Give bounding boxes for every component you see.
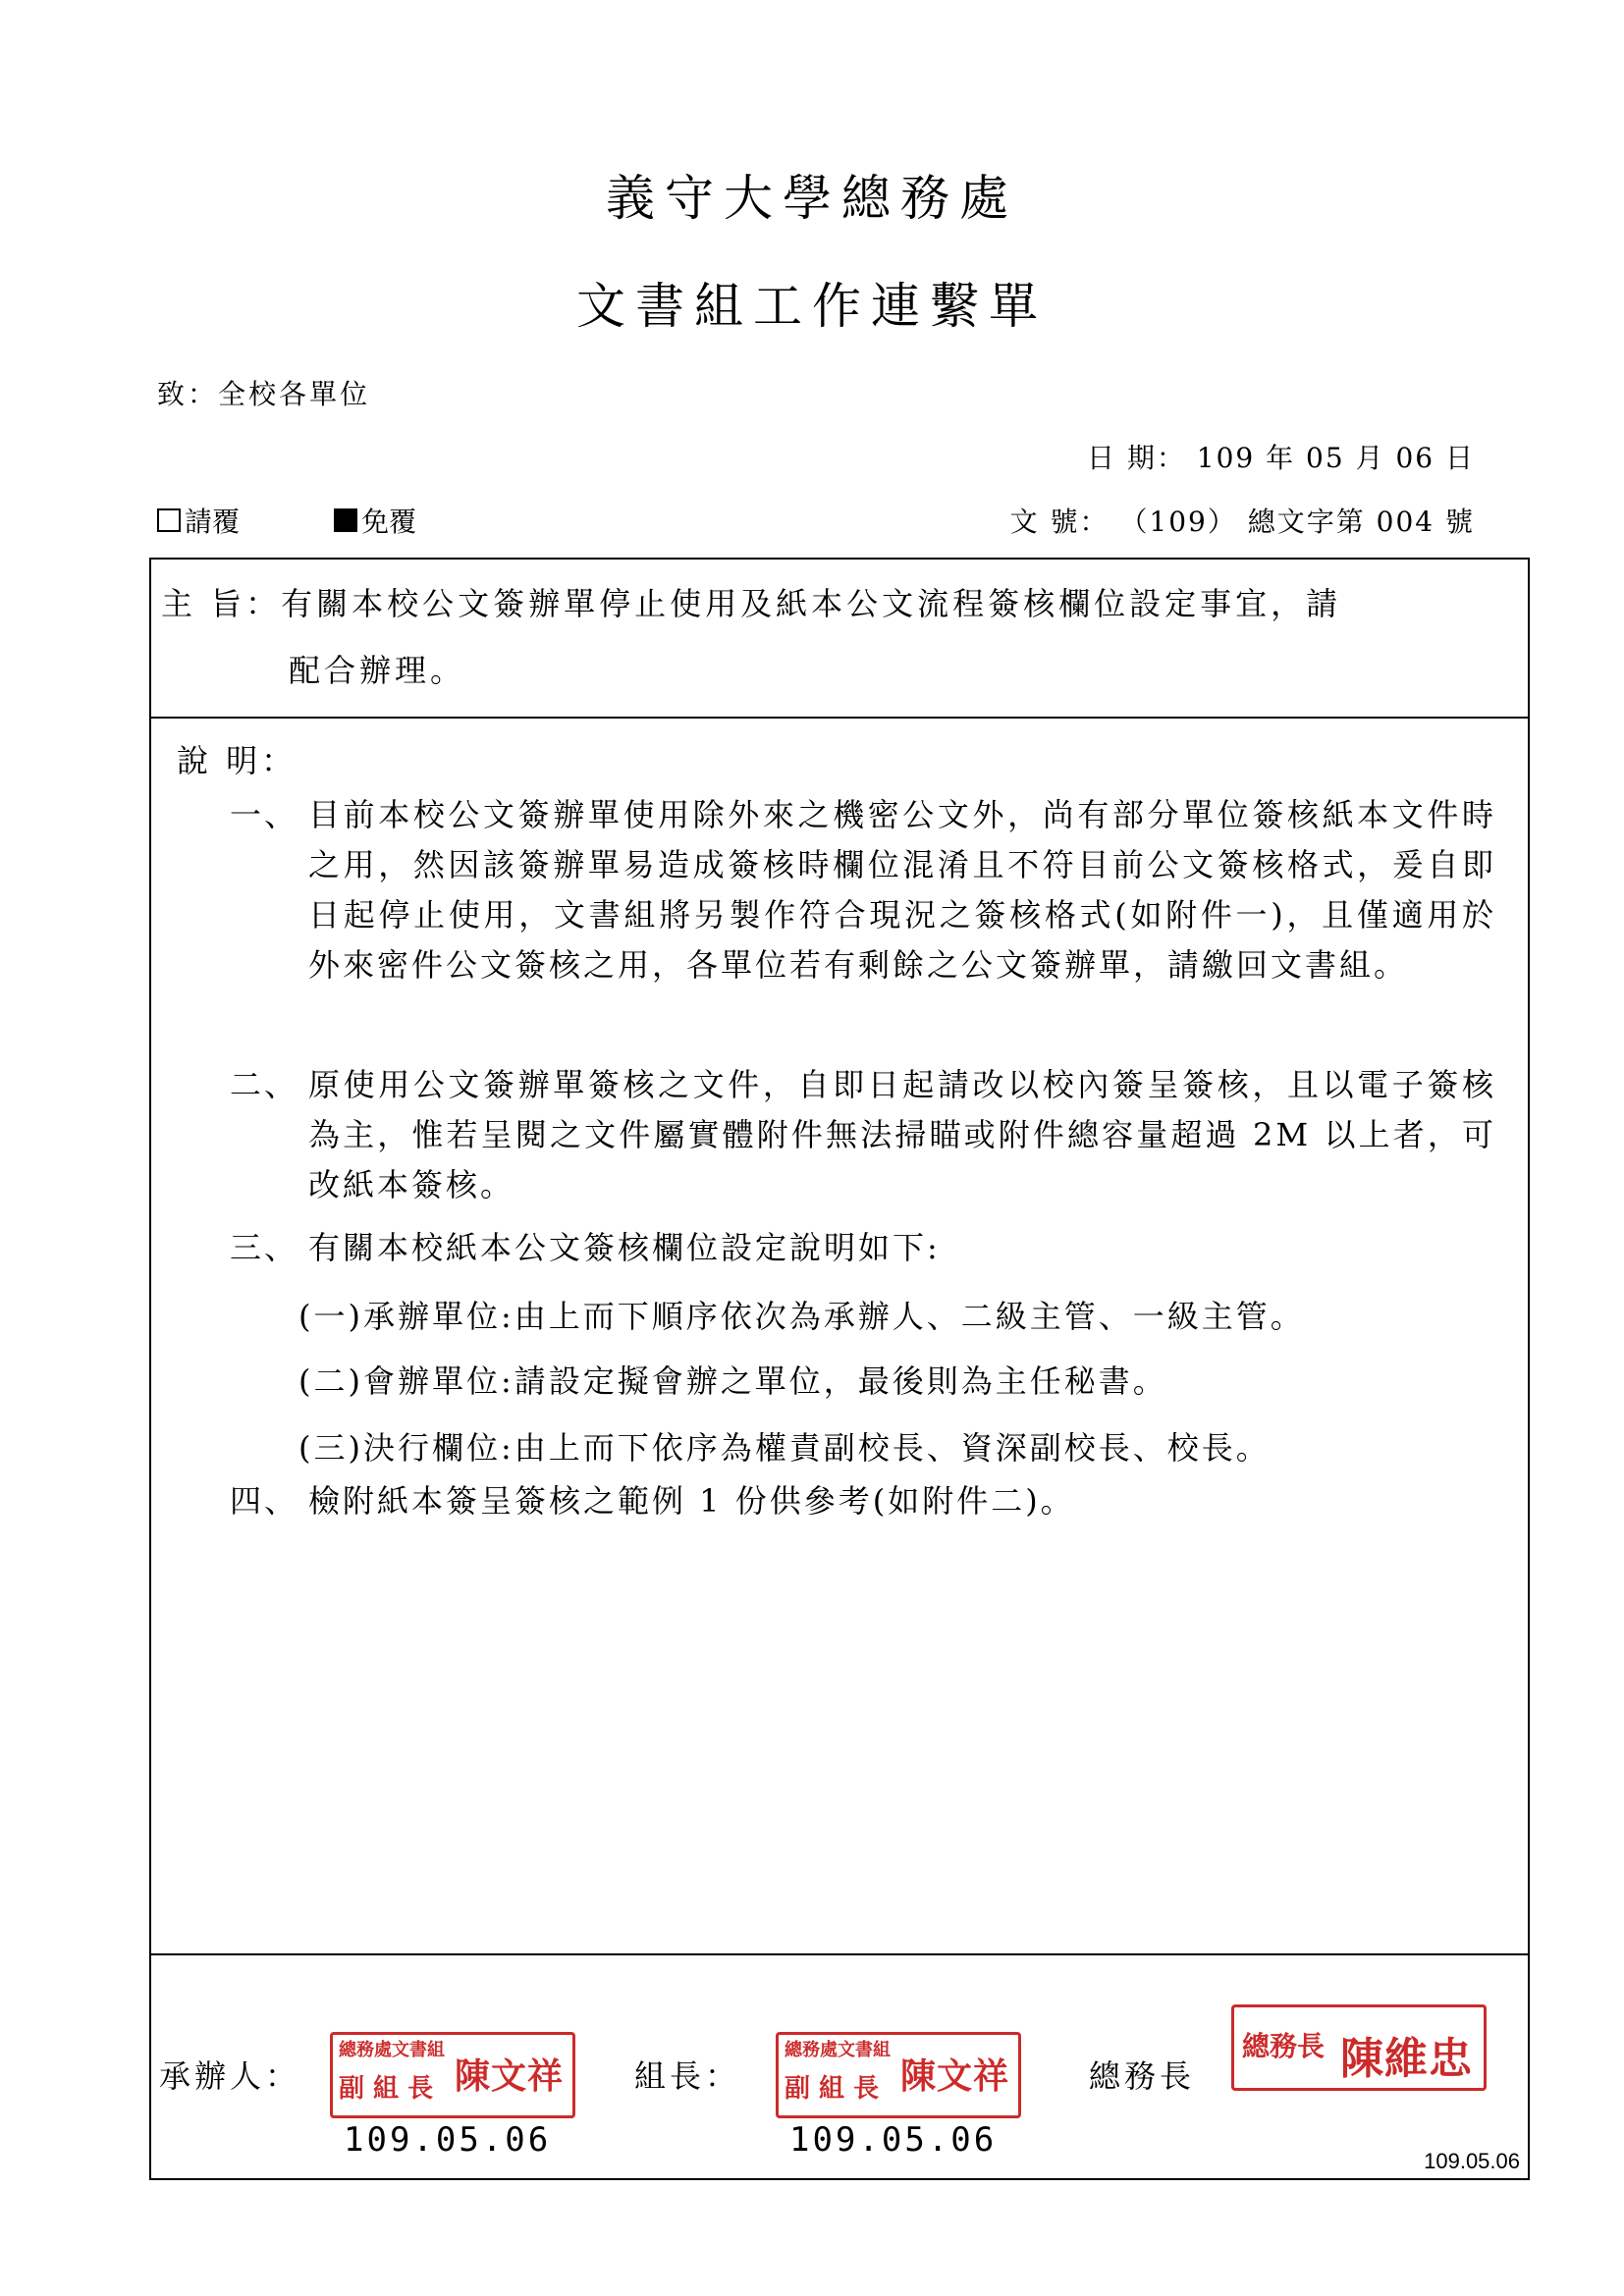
recipient-line: 致：全校各單位 [157, 378, 371, 410]
sub-item-2: (二)會辦單位:請設定擬會辦之單位，最後則為主任秘書。 [298, 1362, 1167, 1400]
leader-date: 109.05.06 [789, 2120, 998, 2160]
explanation-item-4 [230, 1476, 1496, 1526]
explanation-heading: 說 明： [177, 742, 298, 779]
director-label: 總務長 [1089, 2057, 1196, 2095]
explanation-item-2 [230, 1060, 1496, 1210]
leader-label: 組長： [634, 2057, 741, 2095]
stamp-unit: 總務處文書組 [339, 2040, 445, 2060]
reply-options [157, 501, 416, 540]
item-text: 目前本校公文簽辦單使用除外來之機密公文外，尚有部分單位簽核紙本文件時之用，然因該簽辦單易造成簽核時欄位混淆且不符目前公文簽核格式，爰自即日起停止使用，文書組將另製作符合現況之簽核格式(如附件一)，且僅適用於外來密件公文簽核之用，各單位若有剩餘之公文簽辦單，請繳回文書組。 [308, 796, 1496, 984]
no-reply-checkbox[interactable] [334, 508, 357, 532]
stamp-name: 陳文祥 [455, 2056, 565, 2097]
explanation-item-1 [230, 790, 1496, 990]
sub-item-3: (三)決行欄位:由上而下依序為權責副校長、資深副校長、校長。 [298, 1429, 1271, 1467]
stamp-role: 副 組 長 [339, 2074, 434, 2104]
handler-date: 109.05.06 [344, 2120, 552, 2160]
item-number: 三、 [230, 1229, 299, 1266]
reply-label: 請覆 [185, 506, 241, 538]
stamp-name: 陳維忠 [1340, 2034, 1473, 2084]
document-title: 文書組工作連繫單 [576, 278, 1048, 335]
organization-title: 義守大學總務處 [606, 170, 1018, 227]
item-text: 有關本校紙本公文簽核欄位設定說明如下: [308, 1229, 941, 1266]
stamp-unit: 總務處文書組 [785, 2040, 891, 2060]
handler-label: 承辦人： [159, 2057, 301, 2095]
sub-item-1: (一)承辦單位:由上而下順序依次為承辦人、二級主管、一級主管。 [298, 1298, 1305, 1335]
item-text: 原使用公文簽辦單簽核之文件，自即日起請改以校內簽呈簽核，且以電子簽核為主，惟若呈閱之文件屬實體附件無法掃瞄或附件總容量超過 2M 以上者，可改紙本簽核。 [308, 1066, 1496, 1203]
corner-date: 109.05.06 [1424, 2149, 1520, 2173]
item-number: 一、 [230, 796, 299, 833]
stamp-title: 總務長 [1242, 2030, 1326, 2062]
date-line: 日 期： 109 年 05 月 06 日 [1086, 442, 1475, 474]
handler-stamp [330, 2032, 575, 2118]
subject-line-2: 配合辦理。 [289, 652, 466, 689]
memo-frame [149, 558, 1530, 2180]
reply-checkbox[interactable] [157, 508, 181, 532]
signature-section [151, 1953, 1528, 2178]
reply-option[interactable] [157, 501, 240, 540]
item-number: 二、 [230, 1066, 299, 1103]
no-reply-label: 免覆 [361, 506, 417, 538]
subject-line-1: 主 旨：有關本校公文簽辦單停止使用及紙本公文流程簽核欄位設定事宜，請 [161, 585, 1342, 622]
explanation-item-3 [230, 1223, 1496, 1273]
item-number: 四、 [230, 1482, 299, 1520]
no-reply-option[interactable] [334, 501, 416, 540]
item-text: 檢附紙本簽呈簽核之範例 1 份供參考(如附件二)。 [308, 1482, 1075, 1520]
leader-stamp [776, 2032, 1021, 2118]
stamp-role: 副 組 長 [785, 2074, 880, 2104]
subject-section [151, 560, 1528, 719]
explanation-section [151, 717, 1528, 1955]
stamp-name: 陳文祥 [900, 2056, 1010, 2097]
director-stamp [1231, 2004, 1487, 2091]
document-number: 文 號： （109） 總文字第 004 號 [1009, 506, 1475, 538]
